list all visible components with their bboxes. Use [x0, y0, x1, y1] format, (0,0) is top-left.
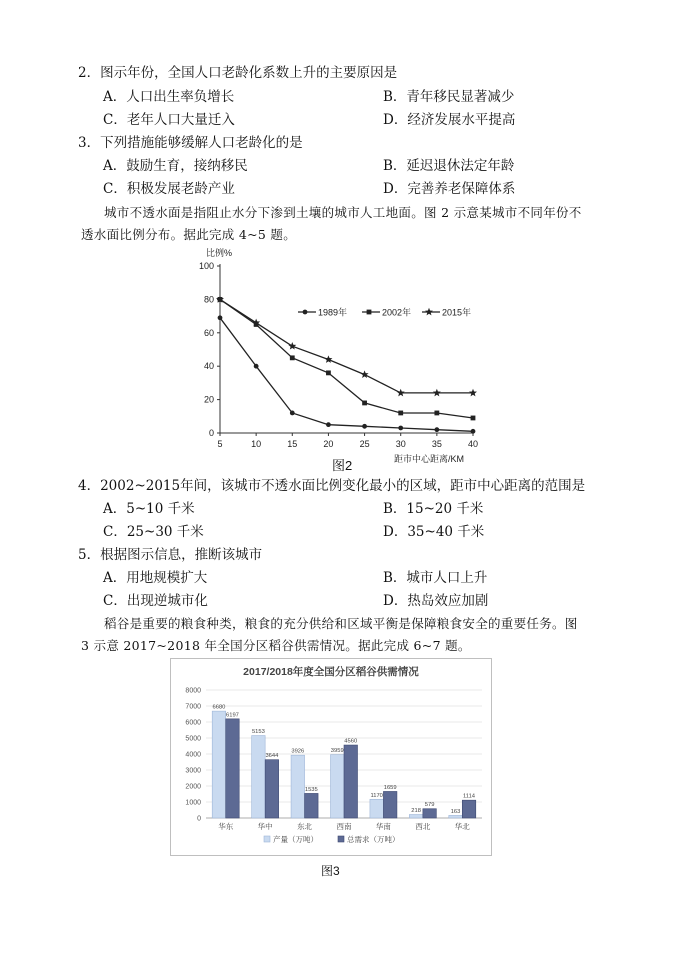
- figure-3-bar: [265, 760, 279, 818]
- figure-3-x-tick-label: 华东: [218, 822, 234, 831]
- figure-2-data-point: [324, 355, 332, 363]
- figure-3-data-label: 1659: [383, 784, 397, 791]
- figure-2-data-point: [398, 411, 403, 416]
- figure-2-data-point: [433, 389, 441, 397]
- question-5-option-a[interactable]: A．用地规模扩大: [103, 570, 208, 586]
- intro-paragraph-2-line-1: 稻谷是重要的粮食种类，粮食的充分供给和区域平衡是保障粮食安全的重要任务。图: [104, 616, 578, 631]
- figure-2-y-tick-label: 0: [208, 428, 214, 438]
- figure-3-data-label: 4560: [344, 738, 358, 745]
- figure-3-y-tick-label: 7000: [185, 703, 201, 711]
- figure-2-legend-marker: [303, 310, 308, 315]
- figure-3-bar: [383, 791, 397, 818]
- figure-2-data-point: [471, 429, 476, 434]
- figure-3-data-label: 3926: [291, 748, 305, 755]
- figure-2-legend-label: 2015年: [442, 307, 472, 318]
- question-3-option-a[interactable]: A．鼓励生育，接纳移民: [103, 158, 248, 174]
- figure-3-x-tick-label: 华北: [454, 822, 470, 831]
- question-2-option-b[interactable]: B．青年移民显著减少: [383, 89, 515, 105]
- figure-2-data-point: [326, 422, 331, 427]
- figure-2-x-tick-label: 10: [251, 439, 262, 449]
- figure-3-bar: [344, 745, 358, 818]
- figure-2-x-tick-label: 5: [217, 439, 223, 449]
- figure-2-data-point: [254, 364, 259, 369]
- figure-2-legend-label: 2002年: [382, 307, 412, 318]
- question-5-option-b[interactable]: B．城市人口上升: [383, 570, 488, 586]
- figure-3-data-label: 1170: [370, 792, 383, 799]
- figure-2-legend-marker: [425, 308, 433, 316]
- figure-3-title: 2017/2018年度全国分区稻谷供需情况: [243, 666, 419, 678]
- intro-paragraph-1-line-1: 城市不透水面是指阻止水分下渗到土壤的城市人工地面。图 2 示意某城市不同年份不: [104, 205, 582, 220]
- figure-2-data-point: [362, 401, 367, 406]
- figure-3-bar: [462, 800, 476, 818]
- figure-3-data-label: 6197: [226, 712, 239, 719]
- figure-2-x-tick-label: 35: [431, 439, 442, 449]
- figure-2-data-point: [471, 416, 476, 421]
- question-4-option-a[interactable]: A．5~10 千米: [103, 501, 195, 517]
- figure-2-data-point: [362, 424, 367, 429]
- figure-2-data-point: [397, 389, 405, 397]
- figure-3-data-label: 6680: [212, 704, 226, 711]
- figure-3-legend-swatch: [264, 836, 270, 842]
- figure-2-data-point: [290, 411, 295, 416]
- figure-3-legend-label: 总需求（万吨）: [347, 835, 400, 844]
- figure-3-y-tick-label: 4000: [185, 751, 201, 759]
- figure-3-y-tick-label: 6000: [185, 719, 201, 727]
- figure-3-y-tick-label: 8000: [185, 687, 201, 695]
- question-3-option-b[interactable]: B．延迟退休法定年龄: [383, 158, 515, 174]
- figure-3-bar: [423, 809, 437, 818]
- figure-2-y-axis-label: 比例%: [206, 248, 233, 258]
- figure-3-y-tick-label: 1000: [185, 799, 201, 807]
- figure-2-x-tick-label: 15: [287, 439, 298, 449]
- question-2-option-d[interactable]: D．经济发展水平提高: [383, 112, 516, 128]
- question-4-option-b[interactable]: B．15~20 千米: [383, 501, 484, 517]
- figure-2-x-tick-label: 20: [323, 439, 334, 449]
- figure-3-legend-swatch: [338, 836, 344, 842]
- figure-3-data-label: 3959: [330, 748, 344, 755]
- question-4-option-c[interactable]: C．25~30 千米: [103, 524, 204, 540]
- figure-3-x-tick-label: 西北: [415, 822, 431, 831]
- figure-2-x-axis-label: 距市中心距离/KM: [394, 454, 465, 464]
- figure-2-data-point: [290, 355, 295, 360]
- figure-3-data-label: 1535: [304, 786, 318, 793]
- figure-3-x-tick-label: 华中: [257, 822, 273, 831]
- figure-3-y-tick-label: 0: [197, 815, 201, 823]
- figure-3-data-label: 3644: [265, 753, 279, 760]
- figure-3-caption: 图3: [321, 864, 340, 878]
- figure-3-legend-label: 产量（万吨）: [273, 835, 318, 844]
- figure-3-bar: [291, 755, 305, 818]
- figure-3-bar: [252, 736, 266, 818]
- question-3-option-c[interactable]: C．积极发展老龄产业: [103, 181, 235, 197]
- figure-3-data-label: 1114: [463, 793, 476, 800]
- question-2-option-c[interactable]: C．老年人口大量迁入: [103, 112, 235, 128]
- question-3-option-d[interactable]: D．完善养老保障体系: [383, 181, 516, 197]
- figure-2-data-point: [434, 427, 439, 432]
- intro-paragraph-2-line-2: 3 示意 2017~2018 年全国分区稻谷供需情况。据此完成 6~7 题。: [81, 638, 471, 653]
- figure-3-bar: [409, 815, 423, 818]
- figure-2-y-tick-label: 100: [198, 261, 214, 271]
- figure-3-y-tick-label: 3000: [185, 767, 201, 775]
- figure-2-legend-label: 1989年: [318, 307, 348, 318]
- figure-3-data-label: 163: [450, 808, 461, 815]
- figure-3-data-label: 579: [424, 802, 435, 809]
- figure-2-data-point: [218, 315, 223, 320]
- figure-3-bar: [331, 755, 345, 818]
- figure-2-data-point: [469, 389, 477, 397]
- figure-2-caption: 图2: [332, 458, 353, 473]
- figure-2-y-tick-label: 60: [203, 327, 214, 338]
- figure-2-data-point: [326, 370, 331, 375]
- figure-3-bar: [370, 799, 384, 818]
- figure-2-x-tick-label: 30: [395, 439, 406, 449]
- figure-2-data-point: [398, 426, 403, 431]
- figure-3-data-label: 5153: [251, 729, 265, 736]
- figure-3-x-tick-label: 西南: [336, 822, 352, 831]
- question-5-stem: 5．根据图示信息，推断该城市: [78, 547, 263, 563]
- question-2-stem: 2．图示年份，全国人口老龄化系数上升的主要原因是: [78, 65, 398, 81]
- figure-2-data-point: [361, 370, 369, 378]
- figure-3-bar: [449, 815, 463, 818]
- question-4-stem: 4．2002~2015年间，该城市不透水面比例变化最小的区域，距市中心距离的范围是: [78, 478, 586, 494]
- question-5-option-d[interactable]: D．热岛效应加剧: [383, 593, 489, 609]
- intro-paragraph-1-line-2: 透水面比例分布。据此完成 4~5 题。: [81, 227, 297, 242]
- figure-2-line-chart: [190, 244, 500, 464]
- question-2-option-a[interactable]: A．人口出生率负增长: [103, 89, 235, 105]
- figure-3-y-tick-label: 5000: [185, 735, 201, 743]
- figure-3-y-tick-label: 2000: [185, 783, 201, 791]
- question-5-option-c[interactable]: C．出现逆城市化: [103, 593, 208, 609]
- figure-2-x-tick-label: 25: [359, 439, 370, 449]
- figure-2-legend-marker: [367, 310, 372, 315]
- figure-3-x-tick-label: 东北: [297, 822, 313, 831]
- figure-3-bar: [212, 711, 226, 818]
- figure-3-bar-chart: [170, 658, 492, 856]
- figure-2-data-point: [434, 411, 439, 416]
- figure-2-y-tick-label: 80: [203, 294, 214, 305]
- figure-2-x-tick-label: 40: [467, 439, 479, 449]
- figure-3-x-tick-label: 华南: [375, 822, 391, 831]
- question-3-stem: 3．下列措施能够缓解人口老龄化的是: [78, 135, 303, 151]
- figure-2-y-tick-label: 40: [203, 361, 214, 372]
- figure-2-data-point: [288, 342, 296, 350]
- figure-3-data-label: 218: [411, 808, 421, 815]
- figure-2-y-tick-label: 20: [203, 394, 214, 405]
- figure-3-bar: [226, 719, 240, 818]
- figure-3-bar: [305, 793, 319, 818]
- question-4-option-d[interactable]: D．35~40 千米: [383, 524, 485, 540]
